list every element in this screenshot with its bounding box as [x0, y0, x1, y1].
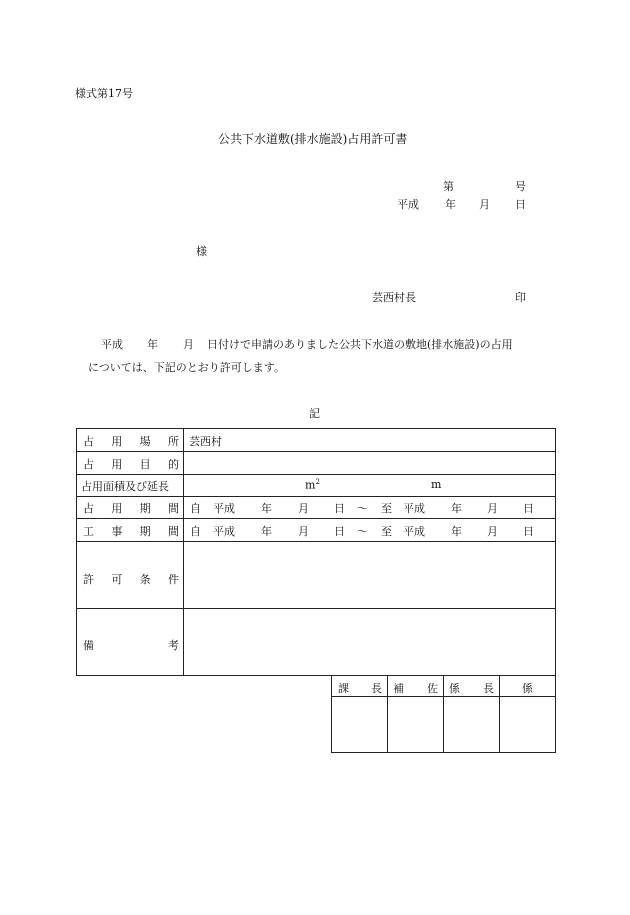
- date-era: 平成: [397, 198, 419, 211]
- period1-day: 日: [334, 502, 345, 515]
- label-senyou-kikan: 占 用 期 間: [83, 502, 179, 515]
- period2-from: 自: [190, 525, 201, 538]
- label-menseki-enchou: 占用面積及び延長: [81, 480, 169, 493]
- period2-month: 月: [298, 525, 309, 538]
- label-senyou-mokuteki: 占 用 目 的: [83, 458, 179, 471]
- date-month: 月: [479, 198, 490, 211]
- period1-year: 年: [261, 502, 272, 515]
- stamp-box-kakari: [500, 697, 555, 752]
- length-unit: m: [431, 478, 442, 491]
- doc-number-dai: 第: [443, 180, 454, 193]
- body-line2: については、下記のとおり許可します。: [88, 361, 285, 374]
- period2-to: 至: [381, 525, 392, 538]
- document-title: 公共下水道敷(排水施設)占用許可書: [218, 132, 408, 146]
- period1-month: 月: [298, 502, 309, 515]
- approval-kachou: 課 長: [338, 682, 382, 695]
- date-day: 日: [515, 198, 526, 211]
- approval-kakari: 係: [522, 682, 533, 695]
- period2-era2: 平成: [403, 525, 425, 538]
- period2-month2: 月: [487, 525, 498, 538]
- period1-month2: 月: [487, 502, 498, 515]
- body-line1: 日付けで申請のありました公共下水道の敷地(排水施設)の占用: [207, 338, 513, 351]
- period2-tilde: ～: [357, 525, 368, 538]
- period2-year: 年: [261, 525, 272, 538]
- issuer-name: 芸西村長: [372, 291, 416, 304]
- period1-day2: 日: [523, 502, 534, 515]
- stamp-box-hosa: [388, 697, 443, 752]
- doc-number-go: 号: [515, 180, 526, 193]
- stamp-box-kachou: [332, 697, 387, 752]
- period2-year2: 年: [451, 525, 462, 538]
- label-kouji-kikan: 工 事 期 間: [83, 525, 179, 538]
- period1-tilde: ～: [357, 502, 368, 515]
- period1-era2: 平成: [403, 502, 425, 515]
- approval-table: [331, 675, 556, 753]
- period2-era: 平成: [213, 525, 235, 538]
- label-bikou: 備 考: [83, 639, 179, 652]
- approval-kakarichou: 係 長: [449, 682, 494, 695]
- ki-heading: 記: [309, 407, 320, 420]
- body-era: 平成: [101, 338, 123, 351]
- form-number: 様式第17号: [75, 87, 133, 100]
- stamp-box-kakarichou: [444, 697, 499, 752]
- approval-hosa: 補 佐: [393, 682, 438, 695]
- area-unit: $m^2$: [305, 478, 320, 492]
- value-senyou-basho: 芸西村: [189, 435, 222, 448]
- label-kyoka-jouken: 許 可 条 件: [83, 573, 179, 586]
- period2-day: 日: [334, 525, 345, 538]
- period1-to: 至: [381, 502, 392, 515]
- body-month: 月: [183, 338, 194, 351]
- date-year: 年: [445, 198, 456, 211]
- period1-year2: 年: [451, 502, 462, 515]
- period2-day2: 日: [523, 525, 534, 538]
- label-senyou-basho: 占 用 場 所: [83, 435, 179, 448]
- period1-era: 平成: [213, 502, 235, 515]
- permit-table: [76, 428, 556, 676]
- body-year: 年: [147, 338, 158, 351]
- issuer-seal: 印: [515, 291, 526, 304]
- period1-from: 自: [190, 502, 201, 515]
- addressee-sama: 様: [196, 245, 207, 258]
